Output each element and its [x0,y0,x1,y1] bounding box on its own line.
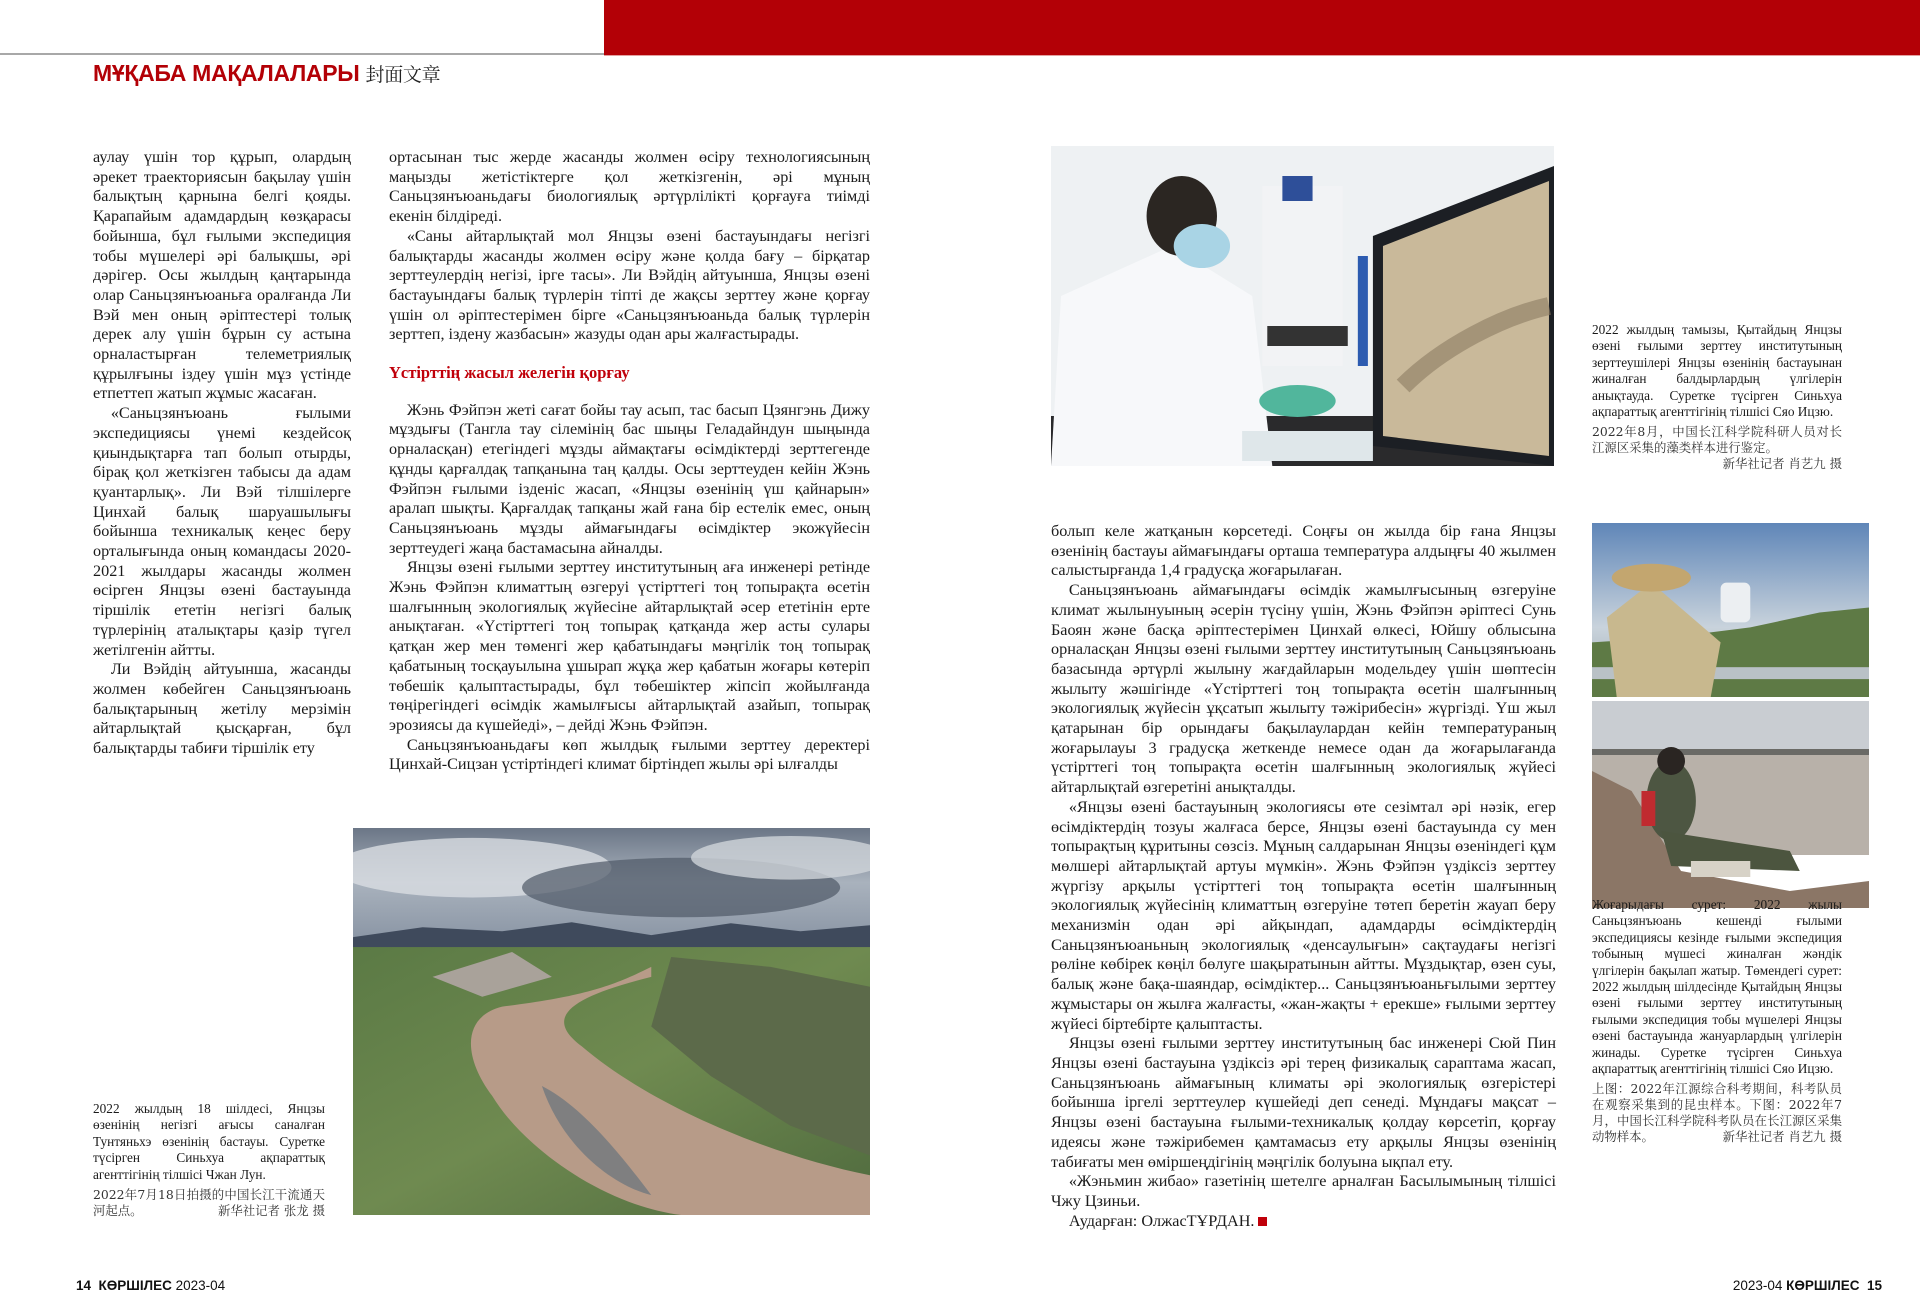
field-photo-top [1592,523,1869,697]
article-column-middle [389,148,870,775]
lab-photo [1051,146,1554,466]
field-photo-bottom [1592,701,1869,908]
top-rule [0,53,604,55]
section-title-zh: 封面文章 [365,64,441,86]
paragraph: «Саньцзянъюань ғылыми экспедициясы үнемі кездейсоқ қиындықтарға тап болып отырды, бірақ қол жеткізген табысы да адам қуантарлық». Ли Вэй тілшілерге Цинхай балық шаруашылығы бойынша техникалық кеңес беру орталығында оның командасы 2020-2021 жылдары жасанды жолмен өсірген Янцзы өзені бастауында тіршілік ететін негізгі балық түрлерінің аталықтары қазір түгел жетілгенін айтты. [93,404,351,659]
caption-zh-text: 2022年7月18日拍摄的中国长江干流通天河起点。 [93,1187,325,1219]
section-title [93,60,440,87]
riverbank-sampling-image [1592,701,1869,908]
article-column-left [93,148,351,759]
river-landscape-image [353,828,870,1215]
top-rule-red [604,55,1920,56]
page-number-right: 15 [1866,1278,1882,1293]
paragraph: Саньцзянъюаньдағы көп жылдық ғылыми зерттеу деректері Цинхай-Сицзан үстіртіндегі климат біртіндеп жылы әрі ылғалды [389,735,870,774]
caption-kk: 2022 жылдың 18 шілдесі, Янцзы өзенінің негізгі ағысы саналған Тунтяньхэ өзенінің бастауы. Суретке түсірген Синьхуа ақпараттық агенттігінің тілшісі Чжан Лун. [93,1101,325,1182]
caption-zh [1592,1081,1842,1145]
paragraph: Жэнь Фэйпэн жеті сағат бойы тау асып, тас басып Цзянгэнь Дижу мұздығы (Тангла тау сілемінің бас шыңы Геладайндун шыңында орналасқан) етегіндегі мұзды аймақтағы өсімдіктерді зерттегенде құнды қарғалдақ тапқанына таң қалды. Осы зерттеуден кейін Жэнь Фэйпэн ғылыми ізденіс жасап, «Янцзы өзенінің үш қайнарын» аралап шықты. Қарғалдақ тапқаны жай ғана бір естелік емес, оның Саньцзянъюань мұзды аймағындағы өсімдіктер экожүйесін зерттеудегі жаңа бастамасына айналды. [389,400,870,557]
paragraph: Ли Вэйдің айтуынша, жасанды жолмен көбейген Саньцзянъюань балықтарының жетілу мерзімін айтарлықтай қысқарған, бұл балықтарды табиғи тіршілік ету [93,660,351,758]
end-mark-icon [1258,1217,1267,1226]
footer-right [1733,1278,1882,1293]
paragraph: Саньцзянъюань аймағындағы өсімдік жамылғысының өзгеруіне климат жылынуының әсерін түсіну үшін, Жэнь Фэйпэн әріптесі Сунь Баоян және басқа әріптестерімен Цинхай өлкесі, Юйшу облысына орналасқан Янцзы өзені ғылыми зерттеу институтының Саньцзянъюань базасында әртүрлі жылыну жағдайларын модельдеу үшін шөптесін жылыту жәшігінде «Үстірттегі тоң топырақта өсетін шалғынның экологиялық жүйесін ұқсатып жылыту тәжірибесін» жүргізді. Үш жыл қатарынан бір орындағы бақылаулардан кейін температураның жоғарылауы 3 градусқа жеткенде немесе одан да жоғарылағанда үстірттегі тоң топырақта өсетін шалғынның экологиялық жүйесі айтарлықтай өзгеретіні анықталды. [1051,581,1556,797]
paragraph: «Жэньмин жибао» газетінің шетелге арналған Басылымының тілшісі Чжу Цзиньи. [1051,1172,1556,1210]
translator-credit: Аударған: ОлжасТҰРДАН. [1068,1211,1255,1230]
translator-line [1051,1212,1556,1232]
caption-kk: Жоғарыдағы сурет: 2022 жылы Саньцзянъюань кешенді ғылыми экспедициясы кезінде ғылыми экспедиция тобының мүшесі жиналған жәндік үлгілерін бақылап жатыр. Төмендегі сурет: 2022 жылдың шілдесінде Қытайдың Янцзы өзені ғылыми зерттеу институтының ғылыми экспедиция тобы мүшелері Янцзы өзені бастауында жануарлардың үлгілерін жинады. Суретке түсірген Синьхуа ақпараттық агенттігінің тілшісі Сяо Ицзю. [1592,897,1842,1077]
paragraph: «Янцзы өзені бастауының экологиясы өте сезімтал әрі нәзік, егер өсімдіктердің тозуы жалғаса берсе, Янцзы өзені бастауында су мен топырақтың құритыны сөзсіз. Мұның салдарынан Янцзы өзеніндегі құм мөлшері айтарлықтай артуы мүмкін». Жэнь Фэйпэн үздіксіз зерттеу жүргізу арқылы үстірттегі тоң топырақта өсетін шалғынның экологиялық жүйесінің климаттың өзгеруіне төтеп беретін жауап беру механизмін одан әрі айқындап, адамдарды өсімдіктердің Саньцзянъюаньның экологиялық «денсаулығын» сақтаудағы негізгі рөліне көбірек көңіл бөлуге шақыратынын айтты. Мұздықтар, өзен суы, балық және бақа-шаяндар, өсімдіктер... Саньцзянъюаньғылыми зерттеу жұмыстары он жылға жалғасты, «жан-жақты + ерекше» ғылыми зерттеу жүйесі біртебірте қалыптасты. [1051,797,1556,1033]
caption-kk: 2022 жылдың тамызы, Қытайдың Янцзы өзені ғылыми зерттеу институтының зерттеушілері Янцзы өзенінің бастауынан жиналған балдырлардың үлгілерін анықтауда. Суретке түсірген Синьхуа ақпараттық агенттігінің тілшісі Сяо Ицзю. [1592,322,1842,420]
issue-left: 2023-04 [175,1278,226,1293]
paragraph: болып келе жатқанын көрсетеді. Соңғы он жылда бір ғана Янцзы өзенінің бастауы аймағындағы орташа температура алдыңғы 40 жылмен салыстырғанда 1,4 градусқа жоғарылаған. [1051,522,1556,580]
magazine-name-right: КӨРШІЛЕС [1786,1278,1860,1293]
caption-zh-text: 2022年8月，中国长江科学院科研人员对长江源区采集的藻类样本进行鉴定。 [1592,424,1842,456]
magazine-name-left: КӨРШІЛЕС [98,1278,172,1293]
paragraph: «Саны айтарлықтай мол Янцзы өзені бастауындағы негізгі балықтарды жасанды жолмен өсіру және қолда бағу – бірқатар зерттеулердің негізі, ірге тасы». Ли Вэйдің айтуынша, Янцзы өзені бастауындағы балық түрлерін тіпті де жақсы зерттеу және қорғау үшін ол әріптестерімен бірге «Саньцзянъюаньда балық түрлерін зерттеп, іздену жазбасын» жазуды одан ары жалғастырады. [389,226,870,344]
caption-field [1592,897,1842,1145]
sample-inspection-image [1592,523,1869,697]
microscope-researcher-image [1051,146,1554,466]
caption-zh [93,1187,325,1219]
footer-left [76,1278,225,1293]
paragraph: Янцзы өзені ғылыми зерттеу институтының бас инженері Сюй Пин Янцзы өзені бастауына үздіксіз әрі терең физикалық сараптама жасап, Саньцзянъюань аймағының климаты әрі экологиялық өзгерістері бойынша іргелі зерттеулер күшейеді деп сенеді. Мұндағы мақсат –Янцзы өзені бастауына ғылыми-техникалық қолдау көрсетіп, қорғау идеясы және тәжірибемен қамтамасыз ету арқылы Янцзы өзенінің табиғаты мен өміршеңдігінің мәңгілік болуына ықпал ету. [1051,1034,1556,1171]
issue-right: 2023-04 [1732,1278,1783,1293]
caption-landscape [93,1101,325,1219]
caption-zh-credit: 新华社记者 肖艺九 摄 [1722,1129,1842,1145]
paragraph: ортасынан тыс жерде жасанды жолмен өсіру технологиясының маңызды жетістіктерге қол жеткізгенін, әрі мұның Саньцзянъюаньдағы биологиялық әртүрлілікті қорғауға тиімді екенін білдіреді. [389,148,870,226]
paragraph: Янцзы өзені ғылыми зерттеу институтының аға инженері ретінде Жэнь Фэйпэн климаттың өзгеруі үстірттегі тоң топырақта өсетін шалғынның экологиялық жүйесіне айтарлықтай әсер ететінін ерте анықтаған. «Үстірттегі тоң топырақ қатқанда жер асты сулары қатқан жер мен төменгі жер қабатындағы мәңгілік тоң топырақ қабатының тосқауылына ұшырап жұқа жер қабатын жоғары көтеріп төбешік қалыптастырады, бұл төбешіктер жіпсіп жойылғанда төңірегіндегі өсімдік жамылғысы айтарлықтай азайып, топырақ эрозиясы да күшейеді», – дейді Жэнь Фэйпэн. [389,558,870,734]
caption-zh-credit: 新华社记者 肖艺九 摄 [1722,456,1842,472]
caption-zh-credit: 新华社记者 张龙 摄 [217,1203,325,1219]
caption-zh-text: 上图：2022年江源综合科考期间，科考队员在观察采集到的昆虫样本。下图：2022年7月，中国长江科学院科考队员在长江源区采集动物样本。 [1592,1081,1842,1145]
paragraph: аулау үшін тор құрып, олардың әрекет траекториясын бақылау үшін балықтың қарнына белгі қояды. Қарапайым адамдардың көзқарасы бойынша, бұл ғылыми экспедиция тобы мүшелері әрі балықшы, әрі дәрігер. Осы жылдың қаңтарында олар Саньцзянъюаньға оралғанда Ли Вэй мен оның әріптестері толық дерек алу үшін бұрын су астына орналастырған телеметриялық құрылғыны іздеу үшін мұз үстінде етпеттеп жатып жұмыс жасаған. [93,148,351,403]
page-number-left: 14 [76,1278,92,1293]
article-column-right [1051,522,1556,1231]
landscape-photo [353,828,870,1215]
top-red-band [604,0,1920,55]
caption-lab [1592,322,1842,472]
section-title-kk: МҰҚАБА МАҚАЛАЛАРЫ [93,60,360,86]
subheading: Үстірттің жасыл желегін қорғау [389,363,630,383]
caption-zh [1592,424,1842,472]
